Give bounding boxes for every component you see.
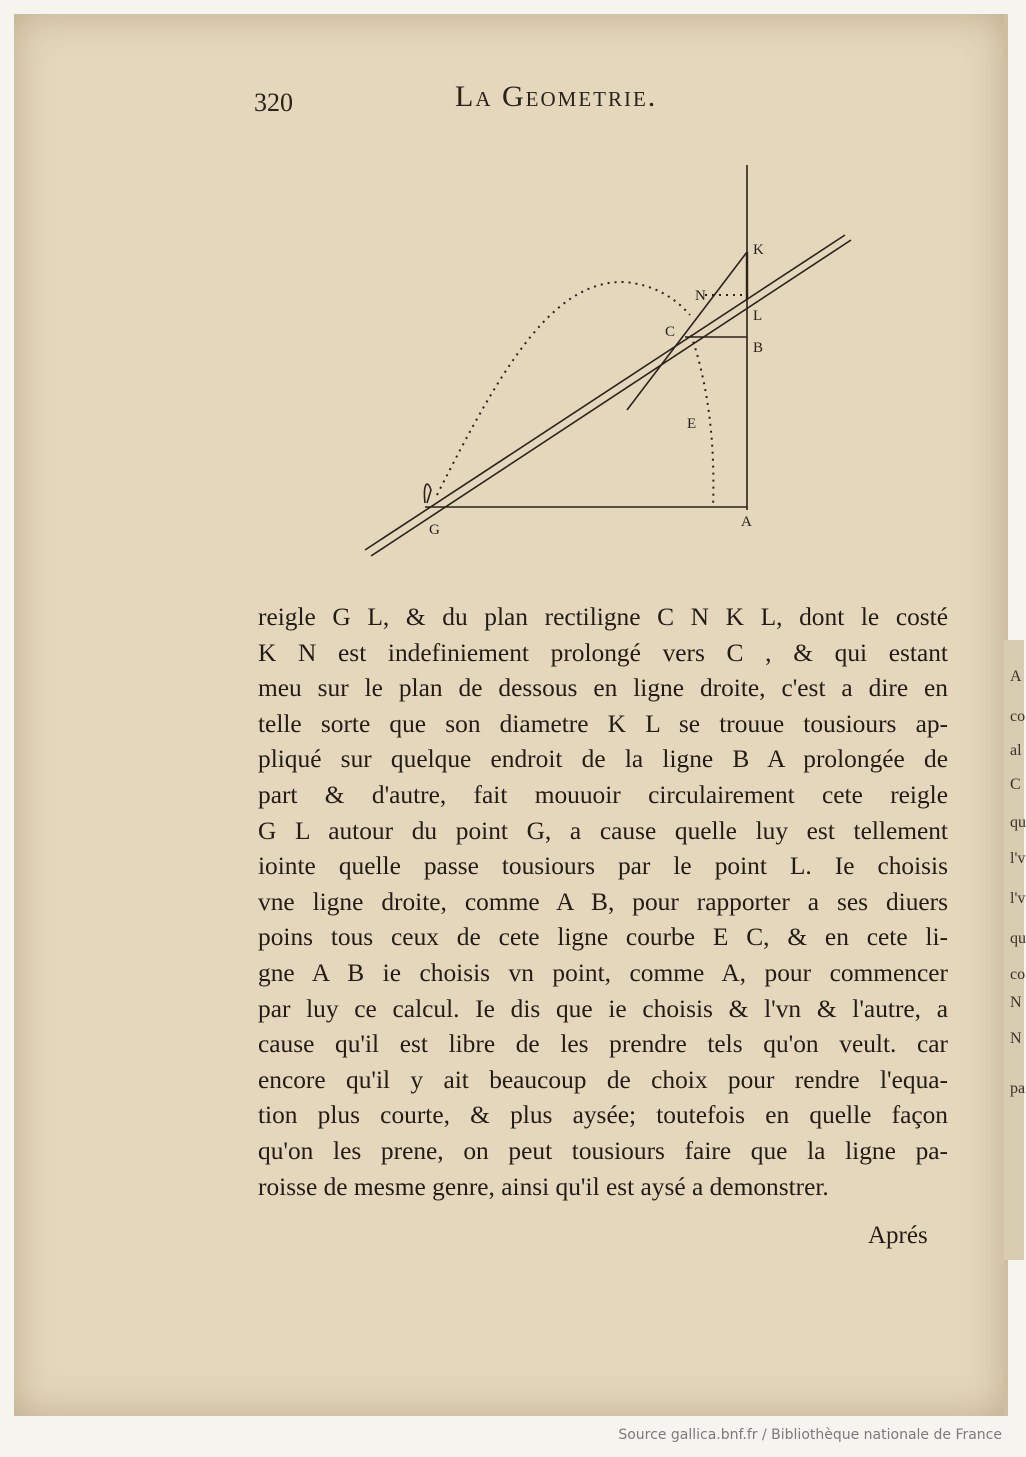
ruler-lower-edge <box>371 240 851 556</box>
facing-page-margin-text: co <box>1010 708 1026 725</box>
facing-page-margin-text: l'v <box>1010 850 1026 867</box>
label-a: A <box>741 514 752 530</box>
text-line: meu sur le plan de dessous en ligne droite, c'est a dire en <box>258 674 948 703</box>
facing-page-margin-text: A <box>1010 668 1022 685</box>
source-credit: Source gallica.bnf.fr / Bibliothèque nationale de France <box>618 1427 1002 1443</box>
label-c: C <box>665 324 676 340</box>
text-line: iointe quelle passe tousiours par le point L. Ie choisis <box>258 852 948 881</box>
text-line: K N est indefiniement prolongé vers C , & qui estant <box>258 638 948 667</box>
facing-page-margin-text: co <box>1010 966 1026 983</box>
text-line: cause qu'il est libre de les prendre tels qu'on veult. car <box>258 1030 948 1059</box>
facing-page-margin-text: al <box>1010 742 1022 759</box>
text-line: pliqué sur quelque endroit de la ligne B A prolongée de <box>258 745 948 774</box>
label-g: G <box>429 522 440 538</box>
label-b: B <box>753 340 764 356</box>
facing-page-edge <box>1004 640 1024 1260</box>
page-number: 320 <box>254 88 293 117</box>
geometric-figure <box>355 140 875 570</box>
facing-page-margin-text: C <box>1010 776 1021 793</box>
text-line: poins tous ceux de cete ligne courbe E C, & en cete li- <box>258 923 948 952</box>
text-line: gne A B ie choisis vn point, comme A, pour commencer <box>258 958 948 987</box>
text-line: qu'on les prene, on peut tousiours faire que la ligne pa- <box>258 1136 948 1165</box>
ruler-upper-edge <box>365 235 845 550</box>
text-line: telle sorte que son diametre K L se trouue tousiours ap- <box>258 709 948 738</box>
facing-page-margin-text: qu <box>1010 930 1026 947</box>
facing-page-margin-text: l'v <box>1010 890 1026 907</box>
line-kn-extended <box>627 252 747 410</box>
text-line: reigle G L, & du plan rectiligne C N K L, dont le costé <box>258 603 948 631</box>
curve-ce-dotted <box>437 282 690 495</box>
facing-page-margin-text: qu <box>1010 814 1026 831</box>
facing-page-margin-text: N <box>1010 1030 1022 1047</box>
text-line: vne ligne droite, comme A B, pour rapporter a ses diuers <box>258 887 948 916</box>
ruler-end-at-g <box>424 484 431 503</box>
facing-page-margin-text: N <box>1010 994 1022 1011</box>
label-k: K <box>753 242 764 258</box>
text-line: par luy ce calcul. Ie dis que ie choisis & l'vn & l'autre, a <box>258 994 948 1023</box>
text-line: encore qu'il y ait beaucoup de choix pour rendre l'equa- <box>258 1065 948 1094</box>
text-line: tion plus courte, & plus aysée; toutefois en quelle façon <box>258 1101 948 1130</box>
text-line: roisse de mesme genre, ainsi qu'il est aysé a demonstrer. <box>258 1172 829 1201</box>
label-l: L <box>753 308 763 324</box>
label-e: E <box>687 416 697 432</box>
facing-page-margin-text: pa <box>1010 1080 1026 1097</box>
label-n: N <box>695 288 706 304</box>
body-text <box>258 600 948 1205</box>
text-line: part & d'autre, fait mouuoir circulairement cete reigle <box>258 780 948 809</box>
running-title: La Geometrie. <box>455 80 658 113</box>
catchword: Aprés <box>868 1222 928 1249</box>
text-line: G L autour du point G, a cause quelle luy est tellement <box>258 816 948 845</box>
